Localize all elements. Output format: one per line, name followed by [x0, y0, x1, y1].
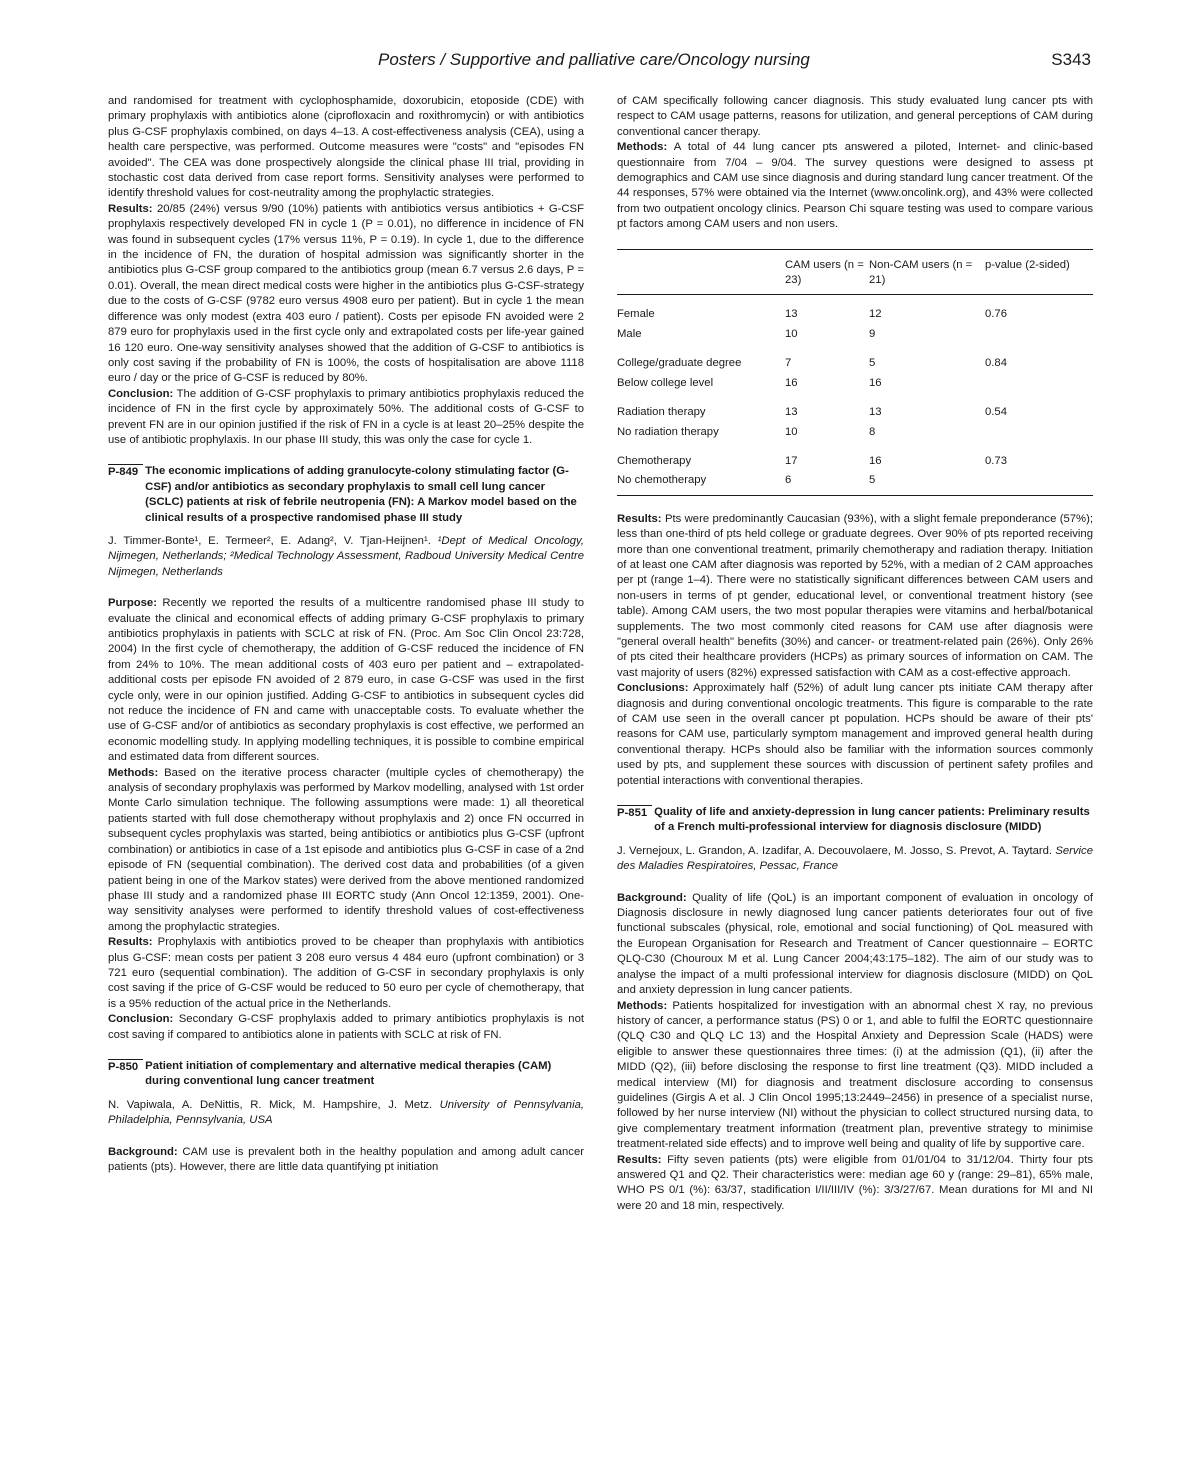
- left-column: [108, 94, 584, 1175]
- table-header: CAM users (n = 23): [785, 249, 869, 295]
- abstract-title: Quality of life and anxiety-depression in lung cancer patients: Preliminary results of a French multi-professional interview for diagnosis disclosure (MIDD): [654, 806, 1090, 834]
- conclusions-paragraph: Conclusions: Approximately half (52%) of adult lung cancer pts initiate CAM therapy after diagnosis and during conventional oncologic treatments. This figure is comparable to the rate of CAM use seen in the overall cancer pt population. HCPs should be aware of their pts' reasons for CAM use, particularly symptom management and improved general health during conventional therapy. HCPs should also be familiar with the information sources commonly used by pts, and supplement these sources with discussion of pertinent safety profiles and potential interactions with conventional therapies.: [617, 682, 1093, 787]
- table-header: Non-CAM users (n = 21): [869, 249, 985, 295]
- continued-conclusion: Conclusion: The addition of G-CSF prophylaxis to primary antibiotics prophylaxis reduced the incidence of FN in the first cycle by approximately 50%. The additional costs of G-CSF to prevent FN are in our opinion justified if the risk of FN in a cycle is at least 20–25% despite the use of antibiotic prophylaxis. In our phase III study, this was only the case for cycle 1.: [108, 387, 584, 446]
- table-row: No chemotherapy 6 5: [617, 471, 1093, 495]
- abstract-id: P-850: [108, 1059, 143, 1090]
- background-paragraph: Background: CAM use is prevalent both in the healthy population and among adult cancer patients (pts). However, there are little data quantifying pt initiation: [108, 1145, 584, 1173]
- abstract-authors: J. Vernejoux, L. Grandon, A. Izadifar, A. Decouvolaere, M. Josso, S. Prevot, A. Taytard. Service des Maladies Respiratoires, Pessac, France: [617, 844, 1093, 873]
- results-paragraph: Results: Fifty seven patients (pts) were eligible from 01/01/04 to 31/12/04. Thirty four pts answered Q1 and Q2. Their characteristics were: median age 60 y (range: 29–81), 65% male, WHO PS 0/1 (%): 63/37, stadification I/II/III/IV (%): 3/3/27/67. Mean durations for MI and NI were 20 and 18 min, respectively.: [617, 1153, 1093, 1212]
- cam-table: [617, 249, 1093, 496]
- results-paragraph: Results: Pts were predominantly Caucasian (93%), with a slight female preponderance (57%); less than one-third of pts held college or graduate degrees. Over 90% of pts reported receiving more than one conventional treatment, primarily chemotherapy and radiation therapy. Initiation of at least one CAM after diagnosis was reported by 52%, with a median of 2 CAM approaches per pt (range 1–4). There were no statistically significant differences between CAM users and non-users in terms of pt gender, educational level, or conventional treatment history (see table). Among CAM users, the two most popular therapies were vitamins and herbal/botanical supplements. The two most commonly cited reasons for CAM use after diagnosis were "general overall health" benefits (30%) and cancer- or treatment-related pain (26%). Only 26% of pts cited their healthcare providers (HCPs) as primary sources of information on CAM. The vast majority of users (82%) expressed satisfaction with CAM as a cost-effective approach.: [617, 512, 1093, 679]
- table-header: [617, 249, 785, 295]
- methods-paragraph: Methods: Patients hospitalized for investigation with an abnormal chest X ray, no previous history of cancer, a performance status (PS) 0 or 1, and able to fulfil the EORTC questionnaire (QLQ C30 and QLQ LC 13) and the Hospital Anxiety and Depression Scale (HADS) were eligible to answer these questionnaires three times: (i) at the admission (Q1), (ii) after the MIDD (Q2), (iii) before disclosing the response to first line treatment (Q3). MIDD included a medical interview (MI) for diagnosis and treatment disclosure according to consensus guidelines (Girgis A et al. J Clin Oncol 1995;13:2449–2456) in presence of a specialist nurse, followed by her nurse interview (NI) without the physician to collect structured nursing data, to give complementary treatment information (treatment plan, preventive strategy to minimise treatment-related side effects) and to improve well being and quality of life by supportive care.: [617, 999, 1093, 1151]
- table-row: Male 10 9: [617, 327, 876, 340]
- abstract-id: P-849: [108, 464, 143, 526]
- continued-results: Results: 20/85 (24%) versus 9/90 (10%) patients with antibiotics versus antibiotics + G-CSF prophylaxis respectively developed FN in cycle 1 (P = 0.01), no difference in incidence of FN was found in subsequent cycles (17% versus 11%, P = 0.19). In cycle 1, due to the difference in the incidence of FN, the duration of hospital admission was significantly shorter in the antibiotics plus G-CSF group compared to the antibiotics group (mean 6.7 versus 2.6 days, P = 0.01). Overall, the mean direct medical costs were higher in the antibiotics plus G-CSF-strategy due to the costs of G-CSF (9782 euro versus 4908 euro per patient). But in cycle 1 the mean difference was only modest (extra 403 euro / patient). Costs per episode FN avoided were 2 879 euro for prophylaxis used in the first cycle only and extrapolated costs per life-year gained 16 120 euro. One-way sensitivity analyses showed that the addition of G-CSF to antibiotics is only cost saving if the probability of FN is 100%, the costs of hospitalisation are above 1118 euro / day or the price of G-CSF is reduced by 80%.: [108, 202, 584, 385]
- table-row: College/graduate degree 7 5 0.84: [617, 357, 1007, 370]
- table-row: Chemotherapy 17 16 0.73: [617, 454, 1007, 467]
- affiliation: Service des Maladies Respiratoires, Pessac, France: [617, 844, 1093, 873]
- purpose-paragraph: Purpose: Recently we reported the results of a multicentre randomised phase III study to evaluate the clinical and economical effects of adding primary G-CSF prophylaxis to primary antibiotics prophylaxis in patients with SCLC at risk of FN. (Proc. Am Soc Clin Oncol 23:728, 2004) In the first cycle of chemotherapy, the addition of G-CSF reduced the incidence of FN from 24% to 10%. The mean additional costs of 403 euro per patient and – extrapolated- additional costs per episode FN avoided of 2 879 euro, in case G-CSF was used in the first cycle only, were in our opinion justified. Adding G-CSF to antibiotics in subsequent cycles did not reduce the incidence of FN and came with unacceptable costs. To evaluate whether the use of G-CSF and/or of antibiotics as secondary prophylaxis is cost effective, we performed an economic modelling study. In applying modelling techniques, it is possible to combine empirical and estimated data from different sources.: [108, 597, 584, 764]
- table-header: p-value (2-sided): [985, 249, 1093, 295]
- methods-paragraph: Methods: Based on the iterative process character (multiple cycles of chemotherapy) the analysis of secondary prophylaxis was performed by Markov modelling, analysed with 1st order Monte Carlo simulation technique. The following assumptions were made: 1) all theoretical patients started with full dose chemotherapy without prophylaxis and 2) once FN occurred in subsequent cycles prophylaxis was started, being antibiotics or antibiotics plus G-CSF (upfront combination) or antibiotics in case of a 1st episode and antibiotics plus G-CSF in case of a 2nd episode of FN (sequential combination). The derived cost data and probabilities (of a given patient being in one of the Markov states) were derived from the above mentioned randomized phase III study and a randomized phase III EORTC study (Ann Oncol 12:1359, 2001). One-way sensitivity analyses were performed to identify threshold values of cost-effectiveness among the prophylactic strategies.: [108, 766, 584, 933]
- methods-paragraph: Methods: A total of 44 lung cancer pts answered a piloted, Internet- and clinic-based questionnaire from 7/04 – 9/04. The survey questions were designed to assess pt demographics and CAM use since diagnosis and during standard lung cancer treatment. Of the 44 responses, 57% were obtained via the Internet (www.oncolink.org), and 43% were collected from two outpatient oncology clinics. Pearson Chi square testing was used to compare various pt factors among CAM users and non users.: [617, 141, 1093, 231]
- table-row: Female 13 12 0.76: [617, 308, 1007, 321]
- continued-paragraph: and randomised for treatment with cyclophosphamide, doxorubicin, etoposide (CDE) with primary prophylaxis with antibiotics alone (ciprofloxacin and roxithromycin) or with antibiotics plus G-CSF prophylaxis combined, on days 4–13. A cost-effectiveness analysis (CEA), using a health care perspective, was performed. Outcome measures were "costs" and "episodes FN avoided". The CEA was done prospectively alongside the clinical phase III trial, providing in stochastic cost data derived from case report forms. Sensitivity analyses were performed to identify threshold values for cost-neutrality among the prophylactic strategies.: [108, 95, 584, 200]
- abstract-title: Patient initiation of complementary and alternative medical therapies (CAM) during conventional lung cancer treatment: [145, 1059, 552, 1088]
- abstract-id: P-851: [617, 805, 652, 836]
- conclusion-label: Conclusion:: [108, 387, 174, 400]
- abstract-title: The economic implications of adding granulocyte-colony stimulating factor (G-CSF) and/or antibiotics as secondary prophylaxis to small cell lung cancer (SCLC) patients at risk of febrile neutropenia (FN): A Markov model based on the clinical results of a prospective randomised phase III study: [145, 465, 577, 524]
- abstract-authors: J. Timmer-Bonte¹, E. Termeer², E. Adang², V. Tjan-Heijnen¹. ¹Dept of Medical Oncology, Nijmegen, Netherlands; ²Medical Technology Assessment, Radboud University Medical Centre Nijmegen, Netherlands: [108, 534, 584, 578]
- background-paragraph: Background: Quality of life (QoL) is an important component of evaluation in oncology of Diagnosis disclosure in newly diagnosed lung cancer patients deteriorates four out of five functional subscales (physical, role, emotional and social functioning) of QoL measured with the European Organisation for Research and Treatment of Cancer questionnaire – EORTC QLQ-C30 (Chouroux M et al. Lung Cancer 2004;43:175–182). The aim of our study was to analyse the impact of a multi professional interview for diagnosis disclosure (MIDD) on QoL and anxiety depression in lung cancer patients.: [617, 891, 1093, 997]
- abstract-heading-p850: [108, 1059, 584, 1090]
- results-label: Results:: [108, 202, 153, 215]
- abstract-heading-p851: [617, 805, 1093, 836]
- running-head: Posters / Supportive and palliative care/Oncology nursing: [378, 50, 810, 69]
- right-column: [617, 94, 1093, 1214]
- page-header: [0, 0, 1200, 80]
- table-row: Below college level 16 16: [617, 376, 882, 389]
- table-row: No radiation therapy 10 8: [617, 425, 876, 438]
- table-header-row: [617, 249, 1093, 295]
- table-row: Radiation therapy 13 13 0.54: [617, 406, 1007, 419]
- abstract-heading-p849: [108, 464, 584, 526]
- results-paragraph: Results: Prophylaxis with antibiotics proved to be cheaper than prophylaxis with antibiotics plus G-CSF: mean costs per patient 3 208 euro versus 4 484 euro (upfront combination) or 3 721 euro (sequential combination). The addition of G-CSF in secondary prophylaxis is only cost saving if the price of G-CSF would be reduced to 50 euro per cycle of chemotherapy, that is a 95% reduction of the actual price in the Netherlands.: [108, 936, 584, 1010]
- abstract-authors: N. Vapiwala, A. DeNittis, R. Mick, M. Hampshire, J. Metz. University of Pennsylvania, Philadelphia, Pennsylvania, USA: [108, 1098, 584, 1127]
- continued-paragraph: of CAM specifically following cancer diagnosis. This study evaluated lung cancer pts with respect to CAM usage patterns, reasons for utilization, and general perceptions of CAM during conventional cancer therapy.: [617, 95, 1093, 138]
- affiliation: ¹Dept of Medical Oncology, Nijmegen, Netherlands; ²Medical Technology Assessment, Radboud University Medical Centre Nijmegen, Netherlands: [108, 534, 584, 578]
- page-number: S343: [1051, 50, 1091, 69]
- affiliation: University of Pennsylvania, Philadelphia, Pennsylvania, USA: [108, 1098, 584, 1127]
- conclusion-paragraph: Conclusion: Secondary G-CSF prophylaxis added to primary antibiotics prophylaxis is not cost saving if compared to antibiotics alone in patients with SCLC at risk of FN.: [108, 1013, 584, 1041]
